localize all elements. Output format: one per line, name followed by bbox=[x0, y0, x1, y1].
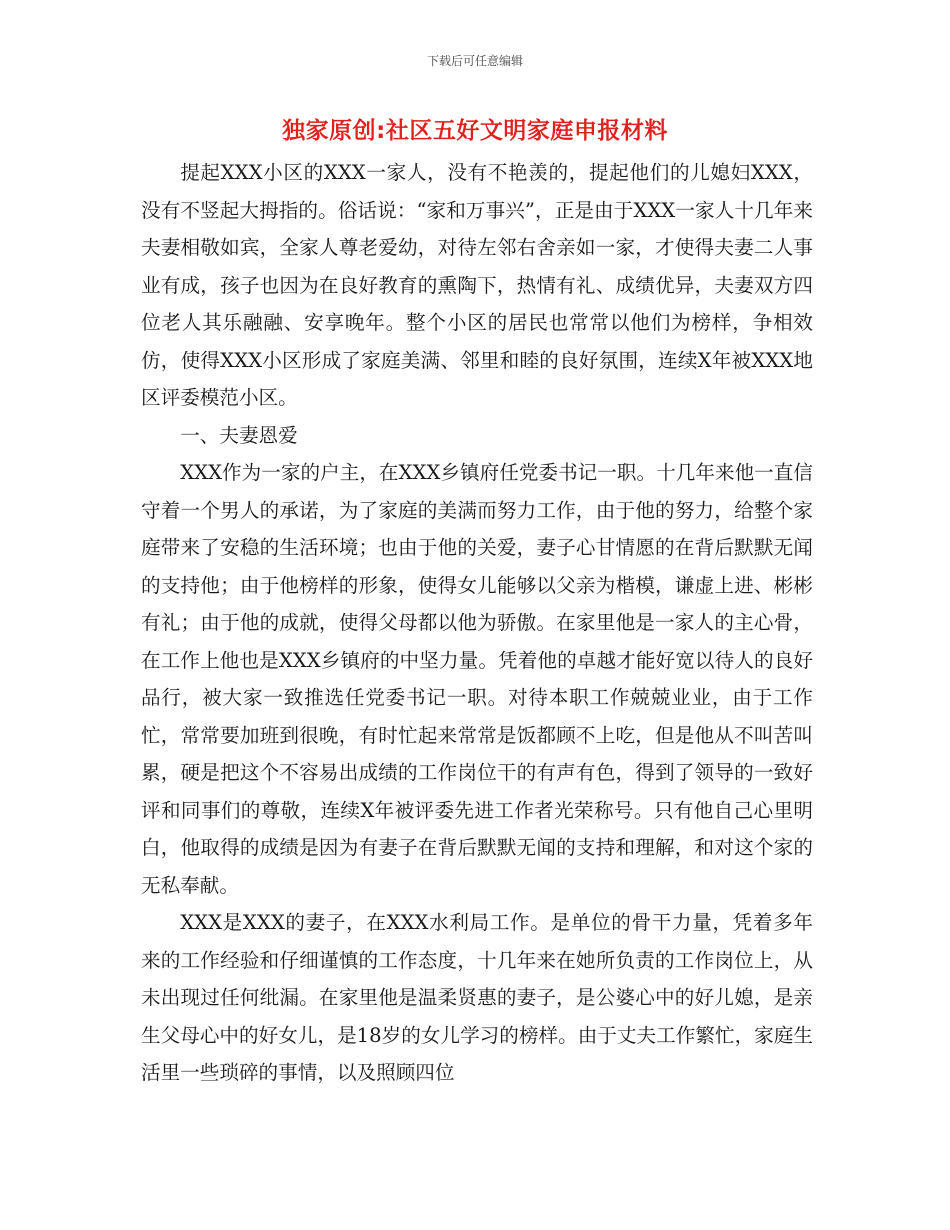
header-note: 下载后可任意编辑 bbox=[426, 54, 523, 68]
intro-paragraph: 提起XXX小区的XXX一家人，没有不艳羡的，提起他们的儿媳妇XXX，没有不竖起大拇指的。俗话说：“家和万事兴”，正是由于XXX一家人十几年来夫妻相敬如宾，全家人尊老爱幼，对待左邻右舍亲如一家，才使得夫妻二人事业有成，孩子也因为在良好教育的熏陶下，热情有礼、成绩优异，夫妻双方四位老人其乐融融、安享晚年。整个小区的居民也常常以他们为榜样，争相效仿，使得XXX小区形成了家庭美满、邻里和睦的良好氛围，连续X年被XXX地区评委模范小区。 bbox=[141, 161, 813, 409]
document-title: 独家原创:社区五好文明家庭申报材料 bbox=[282, 118, 668, 144]
document-body bbox=[141, 154, 813, 1092]
husband-paragraph: XXX作为一家的户主，在XXX乡镇府任党委书记一职。十几年来他一直信守着一个男人的承诺，为了家庭的美满而努力工作，由于他的努力，给整个家庭带来了安稳的生活环境；也由于他的关爱，妻子心甘情愿的在背后默默无闻的支持他；由于他榜样的形象，使得女儿能够以父亲为楷模，谦虚上进、彬彬有礼；由于他的成就，使得父母都以他为骄傲。在家里他是一家人的主心骨，在工作上他也是XXX乡镇府的中坚力量。凭着他的卓越才能好宽以待人的良好品行，被大家一致推选任党委书记一职。对待本职工作兢兢业业，由于工作忙，常常要加班到很晚，有时忙起来常常是饭都顾不上吃，但是他从不叫苦叫累，硬是把这个不容易出成绩的工作岗位干的有声有色，得到了领导的一致好评和同事们的尊敬，连续X年被评委先进工作者光荣称号。只有他自己心里明白，他取得的成绩是因为有妻子在背后默默无闻的支持和理解，和对这个家的无私奉献。 bbox=[141, 461, 813, 897]
section-heading: 一、夫妻恩爱 bbox=[180, 423, 298, 447]
wife-paragraph: XXX是XXX的妻子，在XXX水利局工作。是单位的骨干力量，凭着多年来的工作经验和仔细谨慎的工作态度，十几年来在她所负责的工作岗位上，从未出现过任何纰漏。在家里他是温柔贤惠的妻子，是公婆心中的好儿媳，是亲生父母心中的好女儿，是18岁的女儿学习的榜样。由于丈夫工作繁忙，家庭生活里一些琐碎的事情，以及照顾四位 bbox=[141, 911, 813, 1084]
